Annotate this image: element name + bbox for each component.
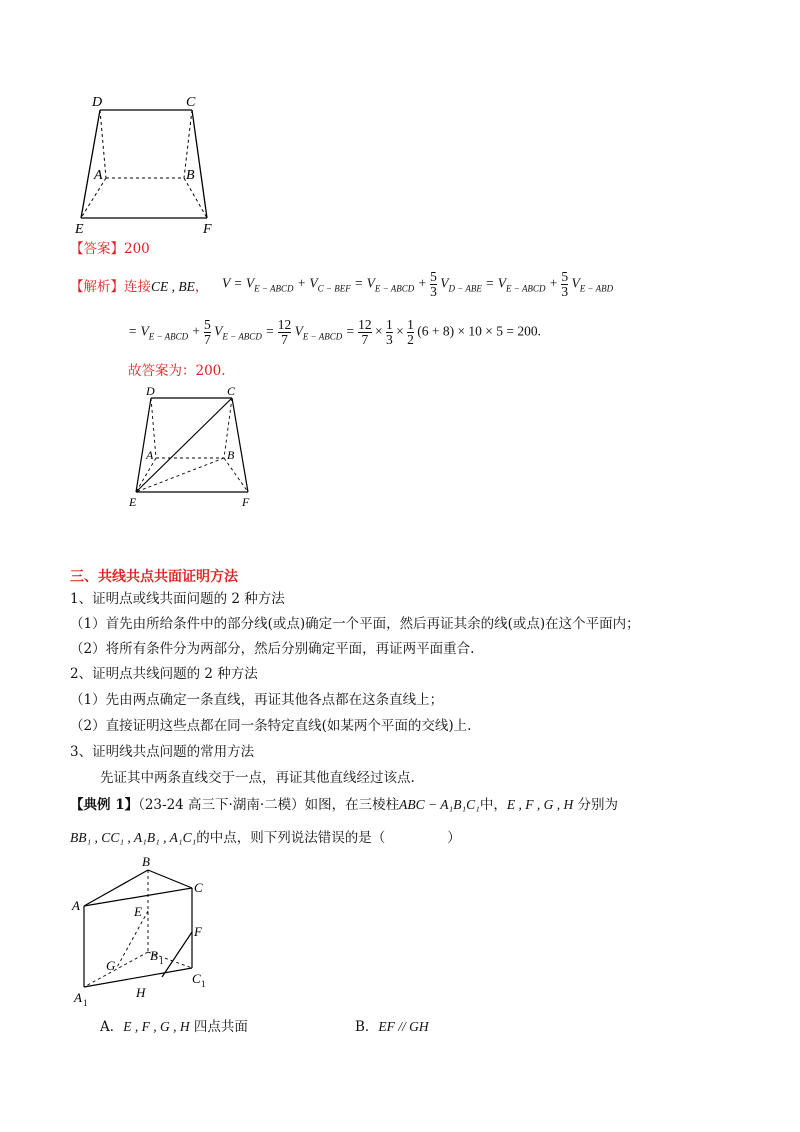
plus: + bbox=[296, 275, 307, 291]
example-tag: 【典例 1】 bbox=[70, 797, 139, 813]
solution-formula-2: = $V_{E - ABCD}$ + $\frac{5}{7}$ $V_{E - ABCD}$ = $\frac{12}{7}$ $V_{E - ABCD}$ = $\frac{12}{7}$ × $\frac{1}{3}$ × $\frac{1}{2}$ (6 + 8) × 10 × 5 = 200. bbox=[128, 317, 542, 347]
solution-connect: 连接 bbox=[124, 279, 151, 295]
frac-1-3 bbox=[386, 318, 393, 347]
example-mid: 中， bbox=[479, 797, 507, 813]
sub: C − BEF bbox=[317, 283, 351, 294]
num: 5 bbox=[561, 269, 569, 284]
label-B: B bbox=[227, 448, 235, 462]
label-A: A bbox=[94, 168, 103, 183]
label-F: F bbox=[203, 222, 212, 237]
equals: = bbox=[354, 275, 364, 291]
label-A1-sub: 1 bbox=[83, 998, 88, 1008]
num: 12 bbox=[358, 317, 372, 332]
den: 3 bbox=[430, 284, 437, 299]
solution-formula-1: $V = V_{E - ABCD} + V_{C - BEF} = V_{E - ABCD}$ + $\frac{5}{3}$ $V_{D - ABE} = V_{E - ABCD}$ + $\frac{5}{3}$ $V_{E - ABD}$ bbox=[222, 269, 614, 299]
section-3-item-3: 3、证明线共点问题的常用方法 bbox=[70, 744, 255, 760]
label-B: B bbox=[186, 168, 195, 183]
plus: + bbox=[191, 323, 201, 339]
section-3-item-2-1: （1）先由两点确定一条直线，再证其他各点都在这条直线上； bbox=[70, 692, 444, 708]
section-3-item-1-1: （1）首先由所给条件中的部分线(或点)确定一个平面，然后再证其余的线(或点)在这个平面内； bbox=[70, 616, 640, 632]
den: 2 bbox=[407, 332, 414, 347]
section-3-item-1-2: （2）将所有条件分为两部分，然后分别确定平面，再证两平面重合. bbox=[70, 641, 475, 657]
option-b-math: EF // GH bbox=[378, 1019, 429, 1034]
comma: ， bbox=[194, 279, 209, 295]
section-3-item-2-2: （2）直接证明这些点都在同一条特定直线(如某两个平面的交线)上. bbox=[70, 718, 472, 734]
solution-lines: CE , BE bbox=[151, 279, 195, 294]
den: 3 bbox=[561, 284, 569, 299]
equals: = bbox=[485, 275, 495, 291]
num: 12 bbox=[277, 317, 292, 332]
example-question: 的中点，则下列说法错误的是（ bbox=[196, 830, 386, 846]
example-tail: 分别为 bbox=[577, 797, 619, 813]
label-F: F bbox=[242, 495, 250, 509]
example-points: E , F , G , H bbox=[506, 797, 574, 812]
label-B: B bbox=[142, 854, 150, 869]
label-D: D bbox=[92, 95, 103, 110]
label-E: E bbox=[75, 222, 84, 237]
frac-1-2 bbox=[407, 318, 414, 347]
label-A: A bbox=[72, 898, 80, 913]
label-C: C bbox=[194, 880, 203, 895]
answer-prefix: 【答案】 bbox=[70, 241, 124, 257]
frac-5-7 bbox=[204, 318, 211, 347]
frac-5-3 bbox=[430, 270, 437, 299]
num: 5 bbox=[204, 317, 211, 332]
option-b-label: B． bbox=[355, 1019, 379, 1035]
den: 7 bbox=[281, 332, 288, 347]
frac-5-3 bbox=[561, 270, 568, 299]
example-1-line-2 bbox=[70, 829, 461, 847]
section-3-item-3-1: 先证其中两条直线交于一点，再证其他直线经过该点. bbox=[100, 770, 415, 786]
times: × bbox=[374, 323, 383, 339]
equals: = bbox=[128, 323, 138, 339]
label-G: G bbox=[106, 958, 116, 973]
option-b[interactable] bbox=[355, 1018, 429, 1036]
label-E: E bbox=[129, 495, 137, 509]
option-a-math: E , F , G , H bbox=[123, 1019, 190, 1034]
section-3-item-2: 2、证明点共线问题的 2 种方法 bbox=[70, 666, 258, 682]
label-C: C bbox=[186, 95, 196, 110]
num: 5 bbox=[430, 269, 437, 284]
figure-frustum-1 bbox=[70, 90, 220, 240]
label-C1: C bbox=[192, 971, 201, 986]
label-B1: B bbox=[150, 948, 158, 963]
example-midpoint-segments: BB₁ , CC₁ , A₁B₁ , A₁C₁ bbox=[70, 830, 197, 845]
section-3-heading: 三、共线共点共面证明方法 bbox=[70, 569, 238, 585]
option-a-text: 四点共面 bbox=[193, 1019, 248, 1035]
sub: E − ABCD bbox=[506, 283, 546, 294]
option-a-label: A． bbox=[100, 1019, 124, 1035]
plus: + bbox=[548, 275, 558, 291]
frac-12-7 bbox=[358, 318, 372, 347]
answer-value: 200 bbox=[124, 241, 150, 257]
sub: E − ABCD bbox=[254, 283, 294, 294]
plus: + bbox=[417, 275, 427, 291]
num: 1 bbox=[385, 317, 393, 332]
den: 7 bbox=[361, 332, 369, 347]
sub: E − ABCD bbox=[222, 331, 262, 342]
label-F: F bbox=[194, 924, 202, 939]
label-D: D bbox=[146, 384, 155, 398]
v-equals: V = V bbox=[222, 275, 255, 291]
label-A1: A bbox=[74, 990, 82, 1005]
sub: E − ABCD bbox=[302, 331, 343, 342]
figure-frustum-2 bbox=[126, 384, 266, 514]
section-3-item-1: 1、证明点或线共面问题的 2 种方法 bbox=[70, 591, 285, 607]
den: 7 bbox=[204, 332, 211, 347]
equals: = bbox=[345, 323, 355, 339]
num: 1 bbox=[407, 317, 414, 332]
label-H: H bbox=[136, 985, 146, 1000]
example-1-line-1 bbox=[70, 796, 618, 814]
solution-line-1 bbox=[70, 278, 208, 296]
label-E: E bbox=[134, 904, 142, 919]
sub: E − ABCD bbox=[374, 283, 415, 294]
times: × bbox=[396, 323, 404, 339]
label-B1-sub: 1 bbox=[159, 956, 164, 966]
sub: E − ABD bbox=[579, 283, 614, 294]
frac-12-7 bbox=[278, 318, 292, 347]
example-close-paren: ） bbox=[447, 830, 461, 846]
option-a[interactable] bbox=[100, 1018, 248, 1036]
paren-expr: (6 + 8) × 10 × 5 = 200. bbox=[417, 323, 542, 339]
sub: D − ABE bbox=[448, 283, 482, 294]
figure-prism bbox=[68, 852, 218, 1010]
label-C: C bbox=[227, 384, 236, 398]
example-source: （23-24 高三下·湖南·二模）如图，在三棱柱 bbox=[138, 797, 400, 813]
sub: E − ABCD bbox=[148, 331, 189, 342]
solution-prefix: 【解析】 bbox=[70, 279, 124, 295]
den: 3 bbox=[385, 332, 393, 347]
example-prism: ABC − A₁B₁C₁ bbox=[399, 797, 480, 812]
label-C1-sub: 1 bbox=[201, 979, 206, 989]
equals: = bbox=[265, 323, 275, 339]
answer-line bbox=[70, 240, 150, 258]
label-A: A bbox=[146, 448, 154, 462]
solution-conclusion: 故答案为：200. bbox=[128, 363, 226, 379]
